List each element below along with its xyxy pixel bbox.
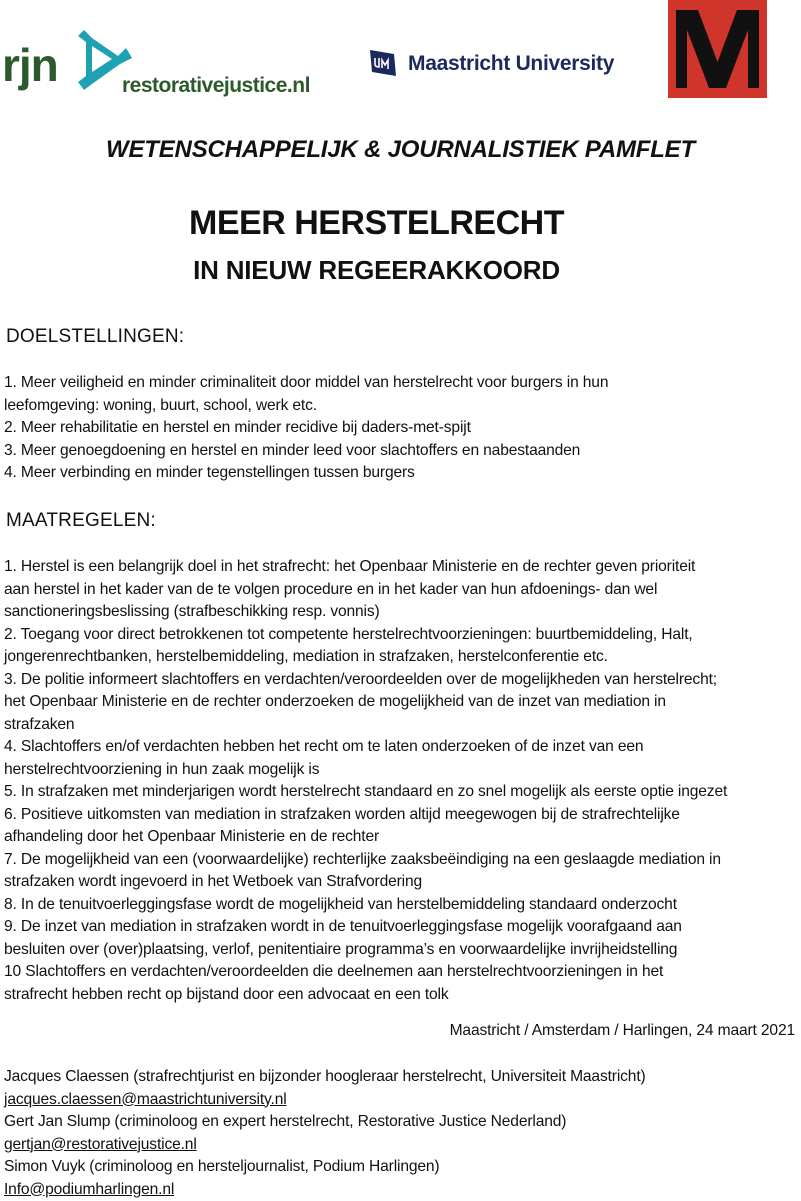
list-line: 3. De politie informeert slachtoffers en verdachten/veroordeelden over de mogelijkheden van herstelrecht; — [4, 670, 717, 688]
list-line: 9. De inzet van mediation in strafzaken wordt in de tenuitvoerleggingsfase mogelijk voorafgaand aan — [4, 918, 682, 935]
list-line: 3. Meer genoegdoening en herstel en minder leed voor slachtoffers en nabestaanden — [4, 441, 581, 459]
author-name: Gert Jan Slump (criminoloog en expert herstelrecht, Restorative Justice Nederland) — [4, 1113, 567, 1130]
pamflet-label: WETENSCHAPPELIJK & JOURNALISTIEK PAMFLET — [106, 136, 695, 163]
author-email-link[interactable]: Info@podiumharlingen.nl — [4, 1180, 175, 1198]
maatregelen-list — [4, 556, 801, 1006]
um-logo-text: Maastricht University — [408, 52, 615, 75]
um-shield-icon — [368, 46, 398, 80]
list-line: 1. Meer veiligheid en minder criminaliteit door middel van herstelrecht voor burgers in hun — [4, 374, 609, 391]
list-line: leefomgeving: woning, buurt, school, werk etc. — [4, 396, 317, 414]
doelstellingen-heading: DOELSTELLINGEN: — [6, 326, 185, 347]
doelstellingen-list — [4, 372, 801, 485]
author-email-link[interactable]: jacques.claessen@maastrichtuniversity.nl — [4, 1090, 287, 1108]
list-line: 6. Positieve uitkomsten van mediation in strafzaken worden altijd meegewogen bij de strafrechtelijke — [4, 805, 680, 823]
authors-list — [4, 1066, 646, 1201]
list-line: strafrecht hebben recht op bijstand door een advocaat en een tolk — [4, 985, 449, 1003]
place-date: Maastricht / Amsterdam / Harlingen, 24 maart 2021 — [449, 1022, 795, 1039]
list-line: sanctioneringsbeslissing (strafbeschikking resp. vonnis) — [4, 603, 380, 620]
list-line: 2. Toegang voor direct betrokkenen tot competente herstelrechtvoorzieningen: buurtbemiddeling, Halt, — [4, 625, 693, 643]
rjn-logo-subtitle: restorativejustice.nl — [122, 74, 310, 97]
maastricht-university-logo — [368, 44, 615, 84]
list-line: jongerenrechtbanken, herstelbemiddeling, mediation in strafzaken, herstelconferentie etc. — [4, 648, 608, 665]
rjn-logo — [2, 28, 332, 104]
page-subtitle: IN NIEUW REGEERAKKOORD — [193, 255, 560, 285]
list-line: het Openbaar Ministerie en de rechter onderzoeken de mogelijkheid van de inzet van mediation in — [4, 693, 666, 710]
list-line: 4. Slachtoffers en/of verdachten hebben het recht om te laten onderzoeken of de inzet van een — [4, 738, 644, 755]
list-line: 8. In de tenuitvoerleggingsfase wordt de mogelijkheid van herstelbemiddeling standaard onderzocht — [4, 895, 677, 913]
list-line: afhandeling door het Openbaar Ministerie en de rechter — [4, 828, 380, 845]
podium-harlingen-logo — [668, 0, 767, 98]
list-line: 1. Herstel is een belangrijk doel in het strafrecht: het Openbaar Ministerie en de rechter geven prioriteit — [4, 558, 696, 575]
author-name: Simon Vuyk (criminoloog en hersteljournalist, Podium Harlingen) — [4, 1158, 440, 1175]
maatregelen-heading: MAATREGELEN: — [6, 510, 156, 531]
list-line: 5. In strafzaken met minderjarigen wordt herstelrecht standaard en zo snel mogelijk als eerste optie ingezet — [4, 783, 728, 800]
podium-harlingen-v-icon — [668, 0, 767, 98]
list-line: 10 Slachtoffers en verdachten/veroordeelden die deelnemen aan herstelrechtvoorzieningen in het — [4, 963, 664, 980]
list-line: 2. Meer rehabilitatie en herstel en minder recidive bij daders-met-spijt — [4, 419, 471, 436]
list-line: 7. De mogelijkheid van een (voorwaardelijke) rechterlijke zaaksbeëindiging na een geslaagde mediation in — [4, 850, 721, 868]
page-title: MEER HERSTELRECHT — [189, 204, 564, 242]
list-line: besluiten over (over)plaatsing, verlof, penitentiaire programma’s en voorwaardelijke invrijheidstelling — [4, 940, 678, 958]
list-line: strafzaken wordt ingevoerd in het Wetboek van Strafvordering — [4, 873, 423, 890]
list-line: herstelrechtvoorziening in hun zaak mogelijk is — [4, 760, 320, 778]
author-name: Jacques Claessen (strafrechtjurist en bijzonder hoogleraar herstelrecht, Universiteit Maastricht) — [4, 1068, 646, 1085]
rjn-logo-text: rjn — [2, 39, 58, 91]
list-line: aan herstel in het kader van de te volgen procedure en in het kader van hun afdoenings- dan wel — [4, 580, 658, 598]
author-email-link[interactable]: gertjan@restorativejustice.nl — [4, 1135, 197, 1153]
list-line: strafzaken — [4, 715, 75, 733]
list-line: 4. Meer verbinding en minder tegenstellingen tussen burgers — [4, 464, 415, 481]
